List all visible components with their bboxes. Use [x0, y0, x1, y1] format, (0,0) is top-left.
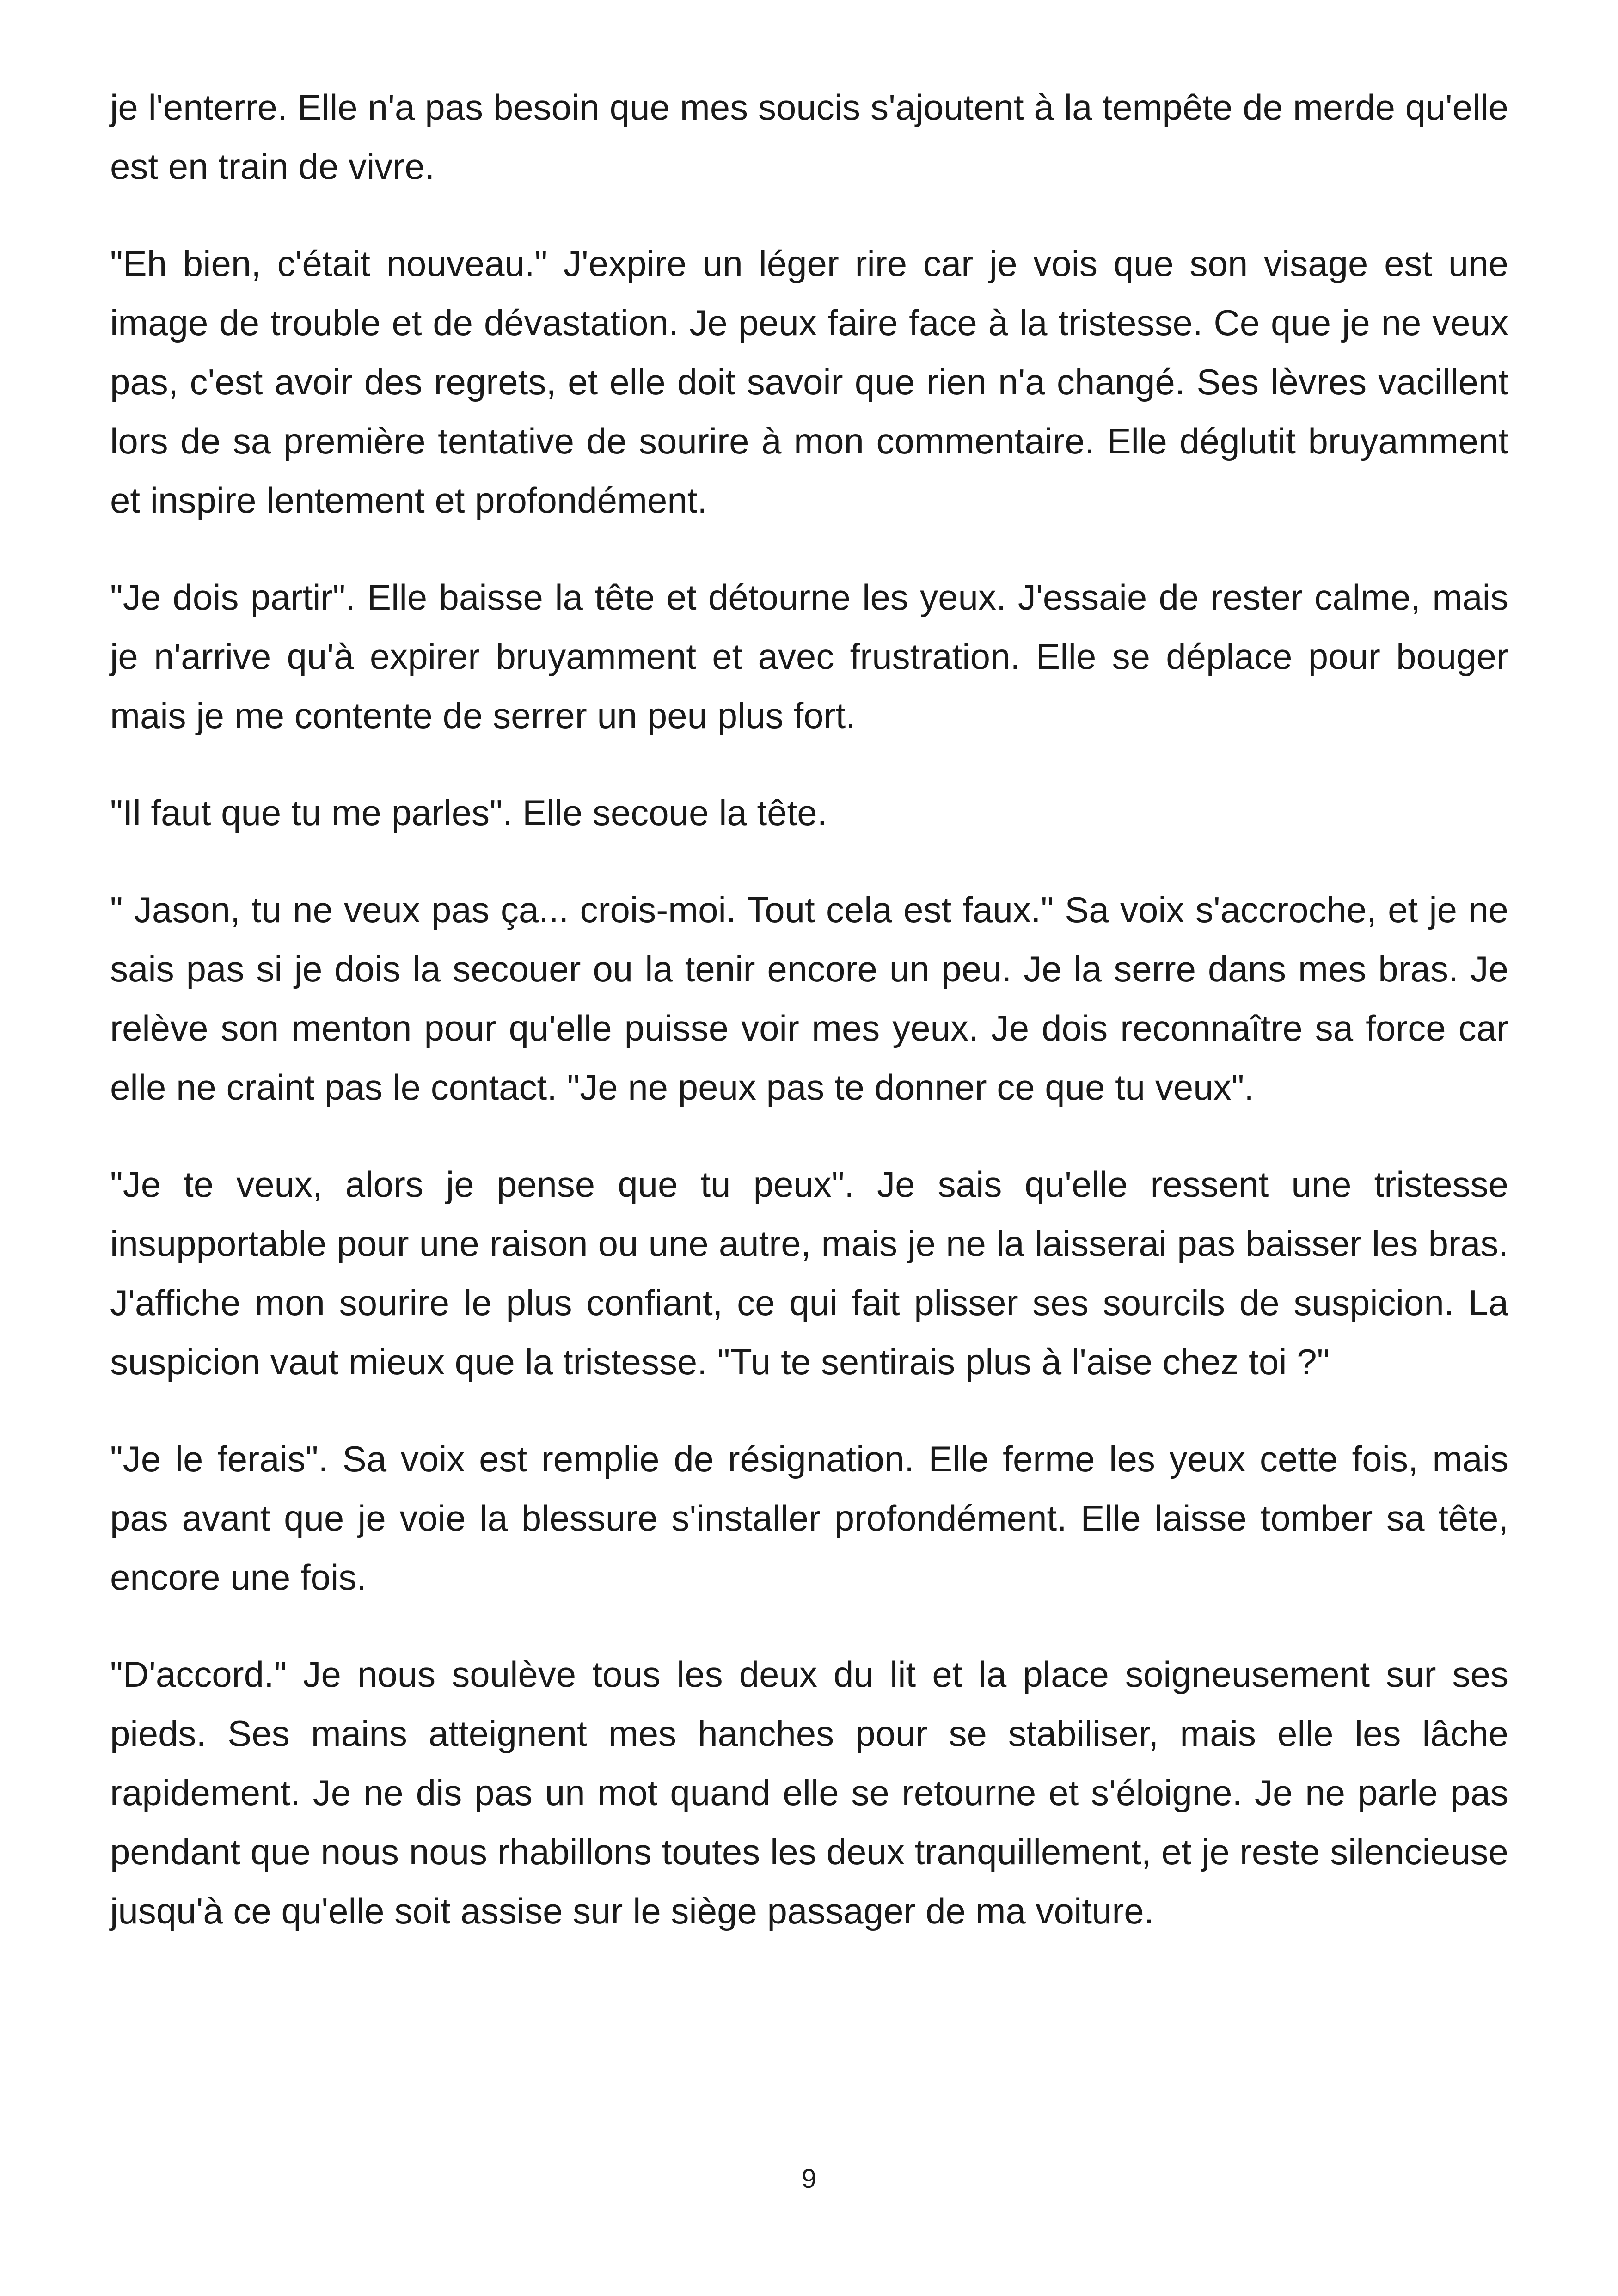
- paragraph-8: "D'accord." Je nous soulève tous les deux du lit et la place soigneusement sur ses pieds. Ses mains atteignent mes hanches pour se stabiliser, mais elle les lâche rapidement. Je ne dis pas un mot quand elle se retourne et s'éloigne. Je ne parle pas pendant que nous nous rhabillons toutes les deux tranquillement, et je reste silencieuse jusqu'à ce qu'elle soit assise sur le siège passager de ma voiture.: [110, 1654, 1508, 1931]
- paragraph-1: je l'enterre. Elle n'a pas besoin que mes soucis s'ajoutent à la tempête de merde qu'elle est en train de vivre.: [110, 87, 1508, 187]
- paragraph-6: "Je te veux, alors je pense que tu peux". Je sais qu'elle ressent une tristesse insupportable pour une raison ou une autre, mais je ne la laisserai pas baisser les bras. J'affiche mon sourire le plus confiant, ce qui fait plisser ses sourcils de suspicion. La suspicion vaut mieux que la tristesse. "Tu te sentirais plus à l'aise chez toi ?": [110, 1164, 1508, 1382]
- paragraph-2: "Eh bien, c'était nouveau." J'expire un léger rire car je vois que son visage est une image de trouble et de dévastation. Je peux faire face à la tristesse. Ce que je ne veux pas, c'est avoir des regrets, et elle doit savoir que rien n'a changé. Ses lèvres vacillent lors de sa première tentative de sourire à mon commentaire. Elle déglutit bruyamment et inspire lentement et profondément.: [110, 243, 1508, 520]
- paragraph-5: " Jason, tu ne veux pas ça... crois-moi. Tout cela est faux." Sa voix s'accroche, et je ne sais pas si je dois la secouer ou la tenir encore un peu. Je la serre dans mes bras. Je relève son menton pour qu'elle puisse voir mes yeux. Je dois reconnaître sa force car elle ne craint pas le contact. "Je ne peux pas te donner ce que tu veux".: [110, 889, 1508, 1108]
- paragraph-3: "Je dois partir". Elle baisse la tête et détourne les yeux. J'essaie de rester calme, mais je n'arrive qu'à expirer bruyamment et avec frustration. Elle se déplace pour bouger mais je me contente de serrer un peu plus fort.: [110, 577, 1508, 736]
- paragraph-7: "Je le ferais". Sa voix est remplie de résignation. Elle ferme les yeux cette fois, mais pas avant que je voie la blessure s'installer profondément. Elle laisse tomber sa tête, encore une fois.: [110, 1439, 1508, 1598]
- page-number: 9: [801, 2164, 817, 2194]
- paragraph-4: "Il faut que tu me parles". Elle secoue la tête.: [110, 792, 827, 833]
- text-body: [110, 78, 1508, 1978]
